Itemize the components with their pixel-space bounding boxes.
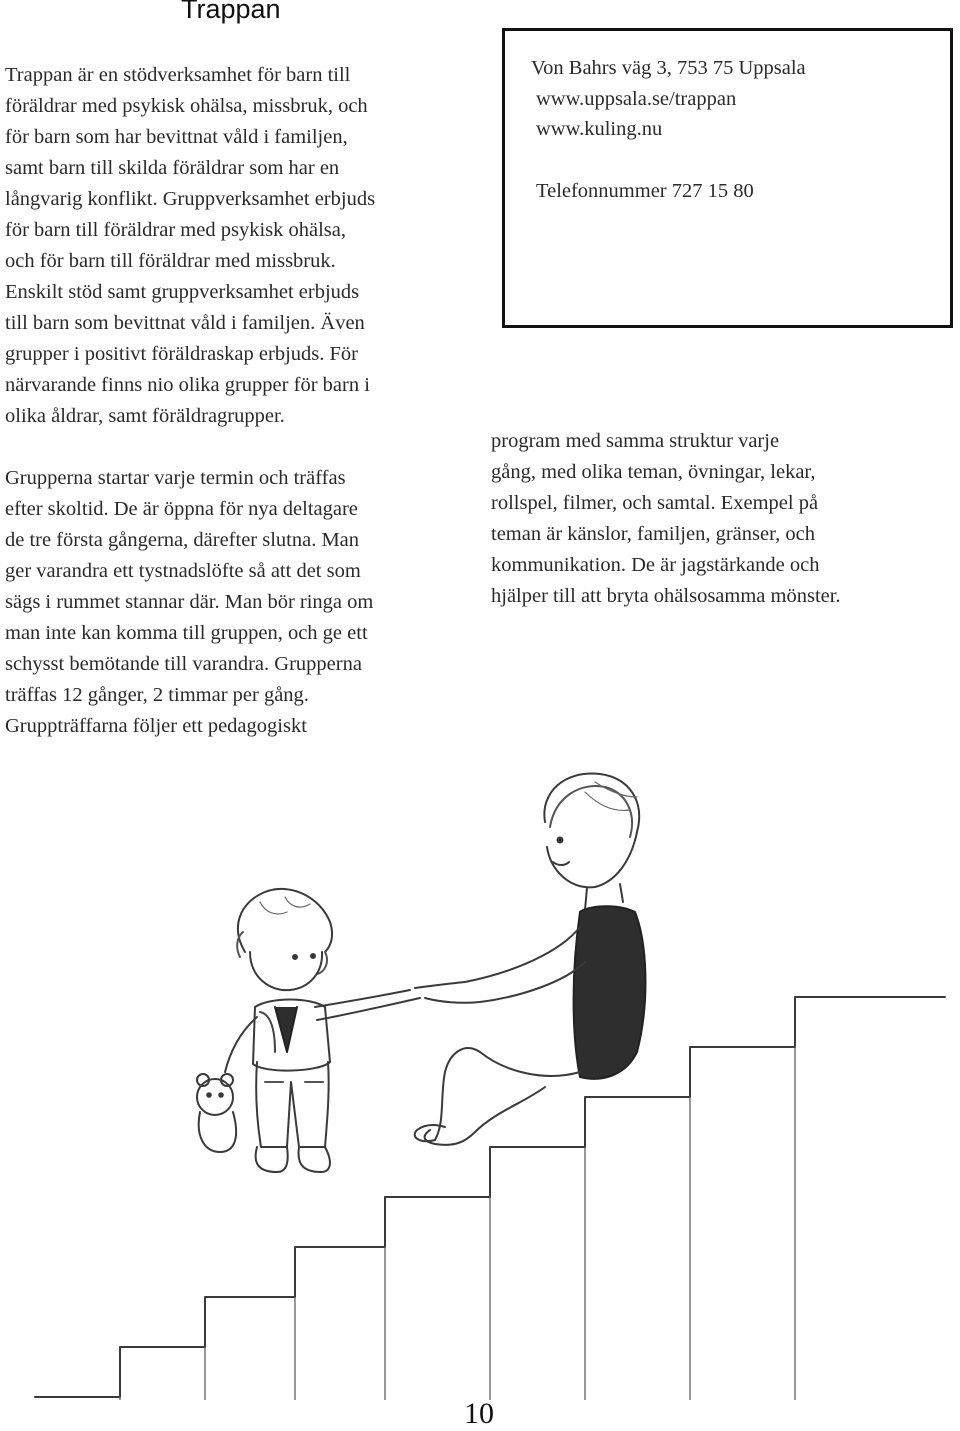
text-line: gång, med olika teman, övningar, lekar, [491,461,816,483]
text-line: de tre första gångerna, därefter slutna. Man [5,529,360,551]
pencil-drawing-child-and-adult-on-stairs-icon [25,752,957,1400]
right-column [491,426,956,612]
page-number: 10 [464,1397,494,1430]
stairs-illustration [25,752,957,1400]
text-line: för barn som har bevittnat våld i familjen, [5,126,348,148]
contact-link-kuling[interactable]: www.kuling.nu [536,118,663,140]
contact-address: Von Bahrs väg 3, 753 75 Uppsala [531,57,806,79]
text-line: Enskilt stöd samt gruppverksamhet erbjuds [5,281,360,303]
text-line: träffas 12 gånger, 2 timmar per gång. [5,684,309,706]
text-line: grupper i positivt föräldraskap erbjuds. För [5,343,358,365]
text-line: och för barn till föräldrar med missbruk. [5,250,336,272]
text-line: hjälper till att bryta ohälsosamma mönster. [491,585,841,607]
text-line: till barn som bevittnat våld i familjen. Även [5,312,365,334]
text-line: långvarig konflikt. Gruppverksamhet erbjuds [5,188,376,210]
child-figure [197,889,420,1172]
paragraph-gap [5,432,475,463]
text-line: föräldrar med psykisk ohälsa, missbruk, och [5,95,368,117]
text-line: sägs i rummet stannar där. Man bör ringa om [5,591,374,613]
text-line: närvarande finns nio olika grupper för barn i [5,374,370,396]
groups-paragraph [5,463,475,742]
text-line: kommunikation. De är jagstärkande och [491,554,820,576]
adult-figure [415,774,646,1145]
text-line: Trappan är en stödverksamhet för barn till [5,64,351,86]
text-line: efter skoltid. De är öppna för nya deltagare [5,498,358,520]
text-line: schysst bemötande till varandra. Grupperna [5,653,362,675]
text-line: man inte kan komma till gruppen, och ge ett [5,622,368,644]
intro-paragraph [5,60,475,432]
text-line: för barn till föräldrar med psykisk ohälsa, [5,219,347,241]
contact-box [502,28,953,328]
teddy-bear-icon [197,1074,236,1152]
text-line: ger varandra ett tystnadslöfte så att det som [5,560,361,582]
contact-phone: Telefonnummer 727 15 80 [536,180,754,202]
page-title: Trappan [181,0,281,24]
text-line: rollspel, filmer, och samtal. Exempel på [491,492,819,514]
text-line: Grupperna startar varje termin och träffas [5,467,346,489]
text-line: teman är känslor, familjen, gränser, och [491,523,815,545]
text-line: olika åldrar, samt föräldragrupper. [5,405,285,427]
text-line: samt barn till skilda föräldrar som har en [5,157,340,179]
text-line: program med samma struktur varje [491,430,780,452]
contact-link-uppsala[interactable]: www.uppsala.se/trappan [536,88,737,110]
left-column [5,60,475,742]
text-line: Gruppträffarna följer ett pedagogiskt [5,715,307,737]
